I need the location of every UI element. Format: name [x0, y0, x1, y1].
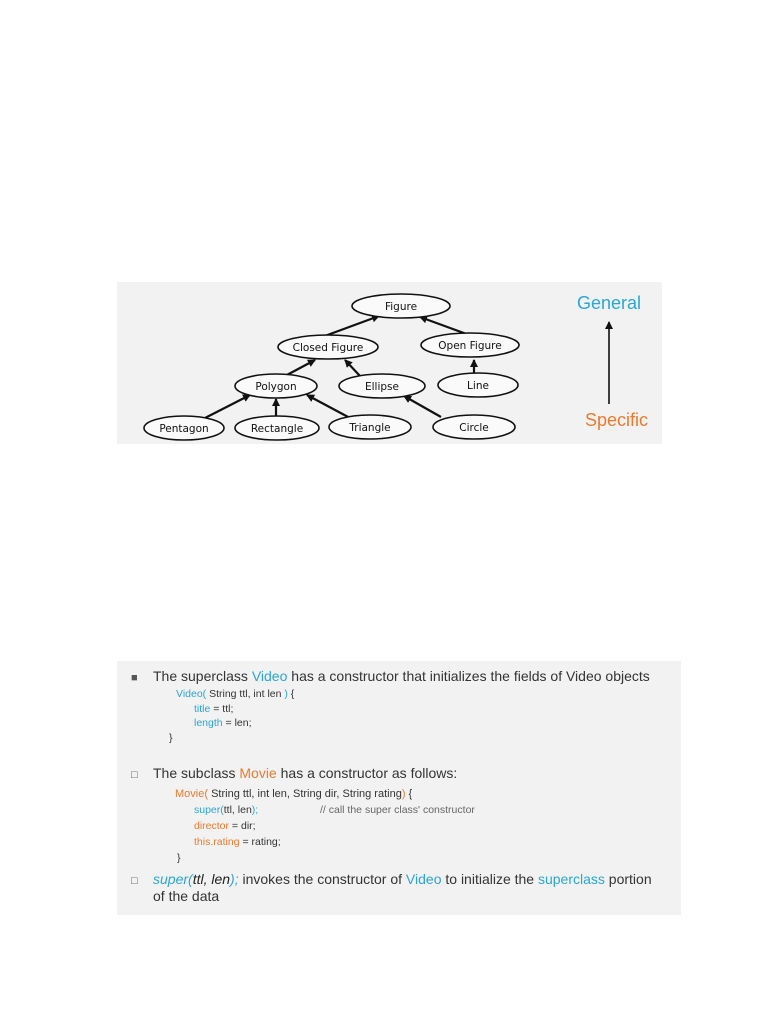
code-token: length [194, 717, 223, 729]
general-label: General [577, 293, 642, 313]
text-segment: The subclass [153, 765, 240, 781]
arrow-pentagon-to-polygon [205, 395, 250, 418]
code-token: String ttl, int len, String dir, String rating [208, 788, 402, 800]
code-token: title [194, 703, 211, 715]
bullet-marker: □ [131, 769, 138, 781]
class-name-video: Video [251, 668, 288, 684]
class-name-video: Video [405, 871, 442, 887]
node-pentagon-label: Pentagon [159, 423, 209, 435]
node-line-label: Line [467, 380, 489, 392]
code-token: = rating; [239, 836, 281, 848]
text-segment: invokes the constructor of [238, 871, 406, 887]
video-ctor-line3 [194, 716, 252, 730]
text-segment: has a constructor that initializes the fields of Video objects [287, 668, 650, 684]
code-token: super( [194, 804, 224, 816]
code-token: ) [401, 788, 406, 800]
movie-ctor-line4 [194, 835, 281, 849]
bullet-subclass [131, 765, 457, 785]
code-token: ); [251, 804, 259, 816]
code-token: { [287, 688, 295, 700]
text-segment: The superclass [153, 668, 252, 684]
bullet-text [153, 765, 457, 782]
code-token: super( [153, 871, 193, 887]
movie-ctor-line2 [194, 803, 258, 817]
arrow-closed-to-figure [322, 316, 379, 337]
bullet-marker: ■ [131, 672, 138, 684]
constructor-slide [117, 661, 681, 915]
bullet-text [153, 871, 652, 905]
code-token: { [405, 788, 413, 800]
code-token: Video( [176, 688, 207, 700]
code-token: ); [230, 871, 239, 887]
movie-ctor-comment: // call the super class' constructor [320, 804, 475, 816]
text-segment: to initialize the [441, 871, 538, 887]
video-ctor-line2 [194, 702, 233, 716]
code-token: ttl, len [192, 871, 231, 887]
code-token: = len; [222, 717, 252, 729]
arrow-polygon-to-closed [285, 360, 315, 376]
text-segment: has a constructor as follows: [276, 765, 458, 781]
movie-ctor-line3 [194, 819, 256, 833]
bullet-text [153, 668, 650, 685]
specific-label: Specific [585, 410, 649, 430]
arrow-circle-to-ellipse [404, 396, 441, 417]
video-ctor-line1 [176, 687, 294, 701]
bullet-marker: □ [131, 875, 138, 887]
text-segment: of the data [153, 888, 220, 904]
code-token: String ttl, int len [206, 688, 285, 700]
bullet-super-call [131, 871, 652, 905]
superclass-word: superclass [537, 871, 605, 887]
node-polygon-label: Polygon [255, 381, 297, 393]
arrow-ellipse-to-closed [345, 360, 360, 376]
code-token: ttl, len [223, 804, 252, 816]
class-name-movie: Movie [239, 765, 277, 781]
node-closed-figure-label: Closed Figure [292, 342, 364, 354]
node-ellipse-label: Ellipse [365, 381, 399, 393]
code-token: = dir; [229, 820, 256, 832]
code-token: Movie( [175, 788, 209, 800]
bullet-superclass [131, 668, 650, 688]
class-hierarchy-diagram [117, 282, 662, 444]
code-token: director [194, 820, 230, 832]
node-rectangle-label: Rectangle [250, 423, 304, 435]
node-open-figure-label: Open Figure [438, 340, 502, 352]
node-circle-label: Circle [459, 422, 489, 434]
text-segment: portion [604, 871, 652, 887]
movie-ctor-line5: } [177, 852, 181, 864]
video-ctor-line4: } [169, 732, 173, 744]
node-figure-label: Figure [384, 301, 418, 313]
code-token: ) [284, 688, 288, 700]
code-token: rating [213, 836, 240, 848]
node-triangle-label: Triangle [349, 422, 391, 434]
movie-ctor-line1 [175, 787, 412, 801]
arrow-triangle-to-polygon [307, 395, 350, 418]
code-token: this. [194, 836, 214, 848]
code-token: = ttl; [210, 703, 234, 715]
